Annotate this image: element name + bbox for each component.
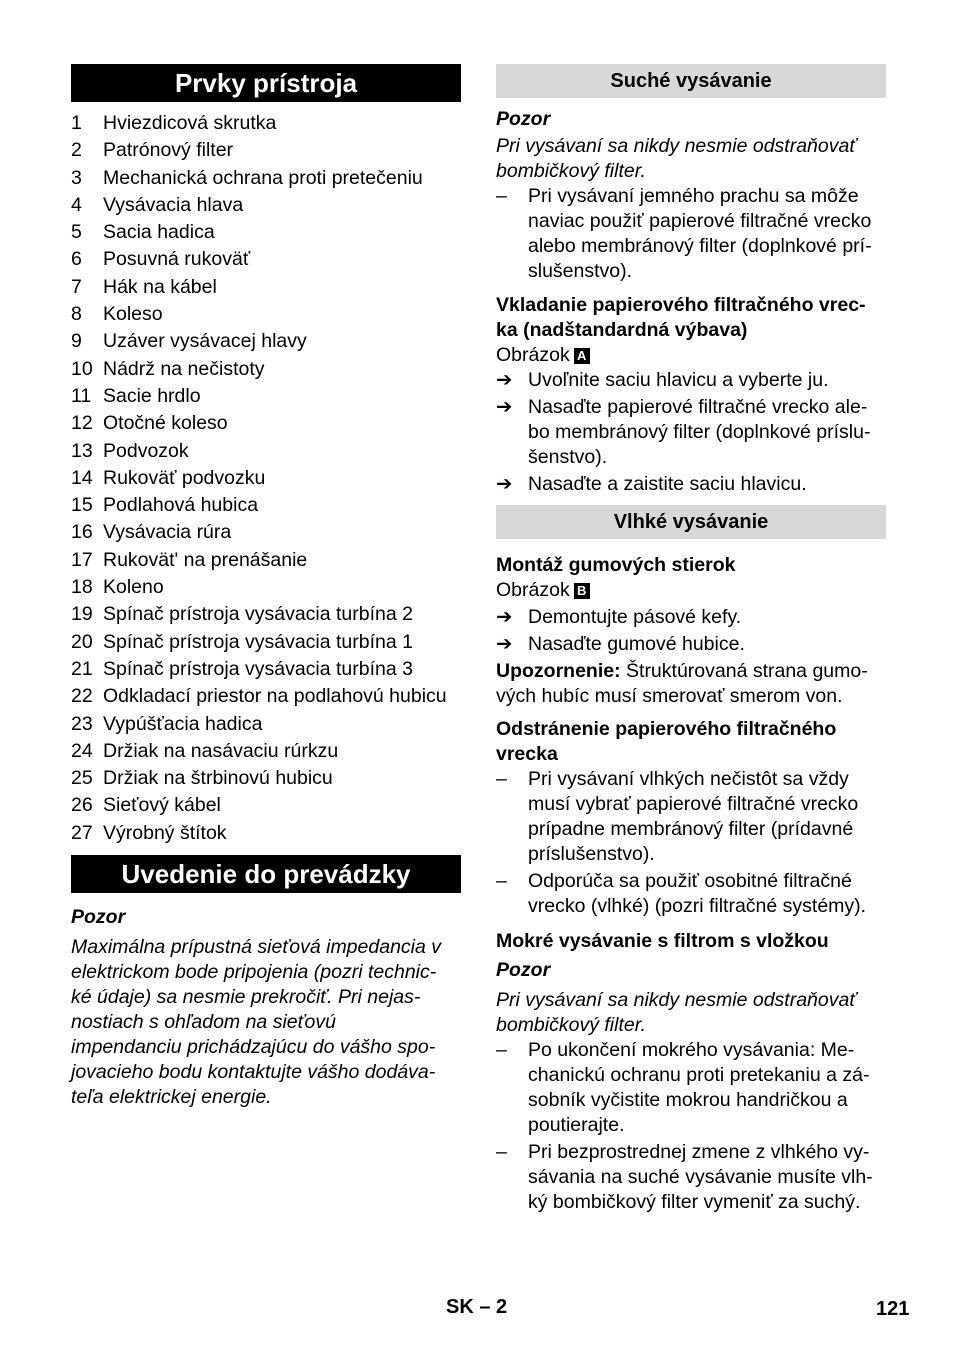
part-label: Vysávacia hlava [103, 193, 244, 216]
figure-letter-a: A [574, 348, 590, 364]
part-number: 26 [71, 794, 93, 817]
part-number: 15 [71, 494, 93, 517]
dash-item [496, 184, 886, 284]
arrow-icon: ➔ [496, 606, 513, 628]
dash-item [496, 1140, 886, 1215]
text-line: elektrickom bode pripojenia (pozri technic- [71, 961, 437, 984]
part-number: 10 [71, 357, 93, 380]
part-label: Posuvná rukoväť [103, 248, 251, 271]
parts-list-item [71, 519, 461, 546]
text-line: naviac použiť papierové filtračné vrecko [528, 210, 872, 232]
parts-list-item [71, 110, 461, 137]
parts-list-item [71, 137, 461, 164]
parts-list-item [71, 711, 461, 738]
page-number: 121 [876, 1298, 910, 1320]
text-line: ké údaje) sa nesmie prekročiť. Pri nejas- [71, 986, 421, 1009]
part-number: 13 [71, 439, 93, 462]
text-line: ka (nadštandardná výbava) [496, 319, 748, 341]
part-number: 18 [71, 576, 93, 599]
right-column [496, 64, 886, 1215]
text-line: sobník vyčistite mokrou handričkou a [528, 1089, 848, 1111]
part-number: 1 [71, 112, 82, 134]
arrow-step [496, 395, 886, 470]
arrow-icon: ➔ [496, 633, 513, 655]
arrow-step [496, 368, 886, 393]
part-number: 24 [71, 739, 93, 762]
part-number: 27 [71, 821, 93, 844]
text-line: Nasaďte a zaistite saciu hlavicu. [528, 473, 807, 495]
figure-label: Obrázok [496, 344, 570, 366]
part-label: Koleso [103, 303, 163, 326]
section-heading-startup: Uvedenie do prevádzky [71, 855, 461, 893]
part-number: 19 [71, 603, 93, 626]
text-line: Po ukončení mokrého vysávania: Me- [528, 1039, 855, 1061]
section-heading-wet: Vlhké vysávanie [496, 505, 886, 539]
arrow-icon: ➔ [496, 396, 513, 418]
dash-marker: – [496, 185, 507, 207]
part-label: Rukoväť podvozku [103, 466, 266, 489]
part-label: Sacie hrdlo [103, 384, 201, 407]
parts-list-item [71, 738, 461, 765]
parts-list-item [71, 574, 461, 601]
note-label: Upozornenie: [496, 660, 621, 682]
part-label: Otočné koleso [103, 412, 228, 435]
part-number: 9 [71, 330, 82, 353]
wet-caution-label: Pozor [496, 959, 551, 981]
bag-subheading [496, 293, 886, 343]
parts-list-item [71, 656, 461, 683]
parts-list-item [71, 301, 461, 328]
text-line: Uvoľnite saciu hlavicu a vyberte ju. [528, 369, 829, 391]
part-number: 4 [71, 193, 82, 216]
part-label: Podvozok [103, 439, 189, 462]
text-line: impendanciu prichádzajúcu do vášho spo- [71, 1036, 436, 1059]
part-label: Spínač prístroja vysávacia turbína 2 [103, 603, 413, 626]
part-number: 23 [71, 712, 93, 735]
startup-caution-label: Pozor [71, 906, 126, 929]
part-number: 14 [71, 466, 93, 489]
dash-marker: – [496, 1141, 507, 1163]
text-line: Odporúča sa použiť osobitné filtračné [528, 870, 852, 892]
text-line: bombičkový filter. [496, 1014, 646, 1036]
text-line: Maximálna prípustná sieťová impedancia v [71, 936, 442, 959]
figure-reference-b [496, 578, 886, 603]
dash-item [496, 1038, 886, 1138]
text-line: chanickú ochranu proti pretekaniu a zá- [528, 1064, 870, 1086]
parts-list-item [71, 492, 461, 519]
text-line: Nasaďte gumové hubice. [528, 633, 745, 655]
part-label: Koleno [103, 576, 164, 599]
parts-list-item [71, 356, 461, 383]
part-label: Nádrž na nečistoty [103, 357, 265, 380]
text-line: ký bombičkový filter vymeniť za suchý. [528, 1191, 861, 1213]
text-line: jovacieho bodu kontaktujte vášho dodáva- [71, 1061, 436, 1084]
startup-caution-text [71, 935, 461, 1110]
part-label: Držiak na štrbinovú hubicu [103, 767, 333, 790]
text-line: Pri vysávaní sa nikdy nesmie odstraňovať [496, 989, 857, 1011]
figure-label: Obrázok [496, 579, 570, 601]
text-line: Nasaďte papierové filtračné vrecko ale- [528, 396, 868, 418]
parts-list-item [71, 601, 461, 628]
dash-item [496, 869, 886, 919]
footer-language [446, 1296, 507, 1319]
parts-list-item [71, 219, 461, 246]
remove-subheading [496, 717, 886, 767]
parts-list-item [71, 547, 461, 574]
text-line: alebo membránový filter (doplnkové prí- [528, 235, 872, 257]
language-code: SK [446, 1296, 474, 1318]
part-label: Spínač prístroja vysávacia turbína 1 [103, 630, 413, 653]
part-number: 2 [71, 139, 82, 162]
text-line: Pri bezprostrednej zmene z vlhkého vy- [528, 1141, 870, 1163]
section-heading-dry: Suché vysávanie [496, 64, 886, 98]
section-heading-parts: Prvky prístroja [71, 64, 461, 102]
part-label: Uzáver vysávacej hlavy [103, 330, 307, 353]
parts-list [71, 110, 461, 847]
squeegee-subheading: Montáž gumových stierok [496, 554, 736, 576]
parts-list-item [71, 246, 461, 273]
part-label: Držiak na nasávaciu rúrkzu [103, 739, 339, 762]
text-line: vrecko (vlhké) (pozri filtračné systémy). [528, 895, 867, 917]
part-number: 12 [71, 412, 93, 435]
text-line: šenstvo). [528, 446, 608, 468]
part-label: Vypúšťacia hadica [103, 712, 263, 735]
parts-list-item [71, 383, 461, 410]
parts-list-item [71, 438, 461, 465]
part-label: Hák na kábel [103, 275, 217, 298]
text-line: Štruktúrovaná strana gumo- [626, 660, 868, 682]
part-number: 3 [71, 166, 82, 189]
parts-list-item [71, 792, 461, 819]
part-label: Hviezdicová skrutka [103, 112, 277, 134]
arrow-icon: ➔ [496, 369, 513, 391]
part-label: Sacia hadica [103, 221, 215, 244]
part-number: 22 [71, 685, 93, 708]
arrow-step [496, 632, 886, 657]
text-line: Odstránenie papierového filtračného [496, 718, 837, 740]
dash-marker: – [496, 1039, 507, 1061]
text-line: Vkladanie papierového filtračného vrec- [496, 294, 866, 316]
part-label: Vysávacia rúra [103, 521, 232, 544]
text-line: Pri vysávaní sa nikdy nesmie odstraňovať [496, 135, 857, 157]
wet-filter-subheading: Mokré vysávanie s filtrom s vložkou [496, 930, 829, 952]
text-line: teľa elektrickej energie. [71, 1086, 272, 1109]
text-line: bo membránový filter (doplnkové príslu- [528, 421, 871, 443]
part-number: 7 [71, 275, 82, 298]
text-line: nostiach s ohľadom na sieťovú [71, 1011, 336, 1034]
wet-caution-text [496, 988, 886, 1038]
part-label: Odkladací priestor na podlahovú hubicu [103, 685, 447, 708]
part-number: 25 [71, 767, 93, 790]
text-line: príslušenstvo). [528, 843, 655, 865]
part-number: 21 [71, 657, 93, 680]
text-line: slušenstvo). [528, 260, 633, 282]
dry-caution-text [496, 134, 886, 184]
parts-list-item [71, 328, 461, 355]
text-line: vrecka [496, 743, 558, 765]
part-number: 6 [71, 248, 82, 271]
part-number: 5 [71, 221, 82, 244]
text-line: Pri vysávaní vlhkých nečistôt sa vždy [528, 768, 849, 790]
arrow-step [496, 472, 886, 497]
part-label: Podlahová hubica [103, 494, 259, 517]
part-label: Patrónový filter [103, 139, 234, 162]
part-number: 17 [71, 548, 93, 571]
part-label: Výrobný štítok [103, 821, 227, 844]
text-line: sávania na suché vysávanie musíte vlh- [528, 1166, 873, 1188]
parts-list-item [71, 165, 461, 192]
figure-letter-b: B [574, 583, 590, 599]
part-number: 20 [71, 630, 93, 653]
part-number: 16 [71, 521, 93, 544]
parts-list-item [71, 820, 461, 847]
text-line: Demontujte pásové kefy. [528, 606, 742, 628]
part-number: 11 [71, 384, 92, 407]
parts-list-item [71, 410, 461, 437]
text-line: prípadne membránový filter (prídavné [528, 818, 854, 840]
part-number: 8 [71, 303, 82, 326]
dash-item [496, 767, 886, 867]
parts-list-item [71, 765, 461, 792]
dash-marker: – [496, 870, 507, 892]
parts-list-item [71, 465, 461, 492]
text-line: musí vybrať papierové filtračné vrecko [528, 793, 859, 815]
text-line: bombičkový filter. [496, 160, 646, 182]
dash-marker: – [496, 768, 507, 790]
part-label: Mechanická ochrana proti pretečeniu [103, 166, 423, 189]
arrow-icon: ➔ [496, 473, 513, 495]
arrow-step [496, 605, 886, 630]
parts-list-item [71, 192, 461, 219]
figure-reference-a [496, 343, 886, 368]
left-column [71, 64, 461, 1110]
text-line: poutierajte. [528, 1114, 625, 1136]
dry-caution-label: Pozor [496, 108, 551, 130]
section-page: – 2 [479, 1296, 508, 1318]
part-label: Rukovät' na prenášanie [103, 548, 308, 571]
parts-list-item [71, 274, 461, 301]
note-paragraph [496, 659, 886, 709]
parts-list-item [71, 683, 461, 710]
part-label: Sieťový kábel [103, 794, 221, 817]
text-line: Pri vysávaní jemného prachu sa môže [528, 185, 859, 207]
part-label: Spínač prístroja vysávacia turbína 3 [103, 657, 413, 680]
parts-list-item [71, 629, 461, 656]
text-line: vých hubíc musí smerovať smerom von. [496, 685, 843, 707]
